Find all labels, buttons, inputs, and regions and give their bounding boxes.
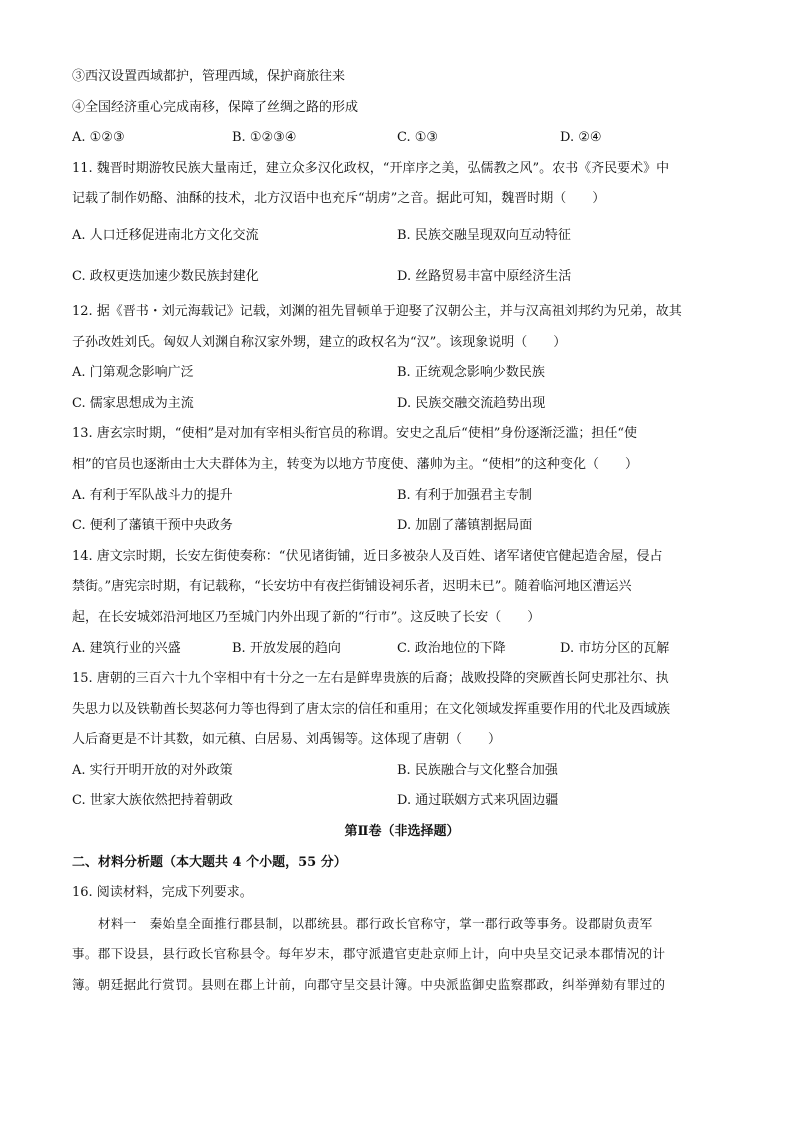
q13-stem-line: 相”的官员也逐渐由士大夫群体为主，转变为以地方节度使、藩帅为主。“使相”的这种变化（ ） — [72, 456, 638, 472]
q10-options — [72, 123, 732, 154]
q14-option-d[interactable]: D. 市坊分区的瓦解 — [560, 640, 670, 656]
q11-options-row2 — [72, 256, 732, 297]
q14-options — [72, 634, 732, 665]
q10-option-b[interactable]: B. ①②③④ — [232, 130, 297, 146]
q16-stem: 16. 阅读材料，完成下列要求。 — [72, 885, 253, 901]
q15-option-d[interactable]: D. 通过联姻方式来巩固边疆 — [397, 793, 559, 809]
q15-options-row2 — [72, 786, 732, 817]
q15-stem-line: 15. 唐朝的三百六十九个宰相中有十分之一左右是鲜卑贵族的后裔；战败投降的突厥酋长阿史那社尔、执 — [72, 671, 669, 687]
q12-option-a[interactable]: A. 门第观念影响广泛 — [72, 365, 194, 381]
q12-option-c[interactable]: C. 儒家思想成为主流 — [72, 395, 194, 411]
q14-stem-line: 起，在长安城郊沿河地区乃至城门内外出现了新的“行市”。这反映了长安（ ） — [72, 609, 541, 625]
q14-option-c[interactable]: C. 政治地位的下降 — [397, 640, 506, 656]
q15-options-row1 — [72, 756, 732, 787]
q13-option-d[interactable]: D. 加剧了藩镇割据局面 — [397, 518, 533, 534]
q12-option-b[interactable]: B. 正统观念影响少数民族 — [397, 365, 545, 381]
q13-options-row2 — [72, 511, 732, 542]
q13-stem-line: 13. 唐玄宗时期，“使相”是对加有宰相头衔官员的称谓。安史之乱后“使相”身份逐渐泛滥；担任“使 — [72, 426, 638, 442]
q11-stem-line: 记载了制作奶酪、油酥的技术，北方汉语中也充斥“胡虏”之音。据此可知，魏晋时期（ ） — [72, 191, 606, 207]
q13-option-b[interactable]: B. 有利于加强君主专制 — [397, 487, 532, 503]
q12-options-row1 — [72, 358, 732, 389]
material-line: 材料一 秦始皇全面推行郡县制，以郡统县。郡行政长官称守，掌一郡行政等事务。设郡尉负责军 — [98, 915, 653, 931]
q15-option-c[interactable]: C. 世家大族依然把持着朝政 — [72, 793, 233, 809]
q11-options-row1 — [72, 215, 732, 256]
q10-option-d[interactable]: D. ②④ — [560, 130, 602, 146]
statement-4: ④全国经济重心完成南移，保障了丝绸之路的形成 — [72, 99, 359, 115]
part-two-title: 第Ⅱ卷（非选择题） — [344, 824, 460, 840]
statement-3: ③西汉设置西域都护，管理西域，保护商旅往来 — [72, 69, 346, 84]
q14-stem-line: 14. 唐文宗时期，长安左街使奏称：“伏见诸街铺，近日多被杂人及百姓、诸军诸使官健起造舍屋，侵占 — [72, 548, 663, 564]
material-line: 事。郡下设县，县行政长官称县令。每年岁末，郡守派遣官吏赴京师上计，向中央呈交记录本郡情况的计 — [72, 946, 666, 962]
q15-stem-line: 失思力以及铁勒酋长契苾何力等也得到了唐太宗的信任和重用；在文化领域发挥重要作用的代北及西域族 — [72, 701, 671, 717]
material-line: 簿。朝廷据此行赏罚。县则在郡上计前，向郡守呈交县计簿。中央派监御史监察郡政，纠举弹劾有罪过的 — [72, 977, 666, 993]
q12-option-d[interactable]: D. 民族交融交流趋势出现 — [397, 395, 546, 411]
q13-option-a[interactable]: A. 有利于军队战斗力的提升 — [72, 487, 233, 503]
q10-option-c[interactable]: C. ①③ — [397, 130, 439, 146]
q12-options-row2 — [72, 389, 732, 420]
q14-option-b[interactable]: B. 开放发展的趋向 — [232, 640, 341, 656]
q14-stem-line: 禁街。”唐宪宗时期，有记载称，“长安坊中有夜拦街铺设祠乐者，迟明未已”。随着临河地区漕运兴 — [72, 579, 632, 595]
exam-page — [72, 62, 732, 1001]
q11-option-b[interactable]: B. 民族交融呈现双向互动特征 — [397, 227, 571, 243]
q15-option-b[interactable]: B. 民族融合与文化整合加强 — [397, 762, 558, 778]
q13-options-row1 — [72, 481, 732, 512]
q14-option-a[interactable]: A. 建筑行业的兴盛 — [72, 640, 181, 656]
q12-stem-line: 子孙改姓刘氏。匈奴人刘渊自称汉家外甥，建立的政权名为“汉”。该现象说明（ ） — [72, 334, 567, 350]
q11-option-d[interactable]: D. 丝路贸易丰富中原经济生活 — [397, 268, 572, 284]
q15-stem-line: 人后裔更是不计其数，如元稹、白居易、刘禹锡等。这体现了唐朝（ ） — [72, 732, 502, 748]
q10-option-a[interactable]: A. ①②③ — [72, 130, 125, 146]
q11-stem-line: 11. 魏晋时期游牧民族大量南迁，建立众多汉化政权，“开庠序之美，弘儒教之风”。农书《齐民要术》中 — [72, 160, 670, 176]
q12-stem-line: 12. 据《晋书・刘元海载记》记载，刘渊的祖先冒顿单于迎娶了汉朝公主，并与汉高祖刘邦约为兄弟，故其 — [72, 303, 682, 319]
q11-option-c[interactable]: C. 政权更迭加速少数民族封建化 — [72, 268, 259, 284]
q13-option-c[interactable]: C. 便利了藩镇干预中央政务 — [72, 518, 233, 534]
section-heading: 二、材料分析题（本大题共 4 个小题，55 分） — [72, 854, 347, 870]
q15-option-a[interactable]: A. 实行开明开放的对外政策 — [72, 762, 233, 778]
q11-option-a[interactable]: A. 人口迁移促进南北方文化交流 — [72, 227, 259, 243]
